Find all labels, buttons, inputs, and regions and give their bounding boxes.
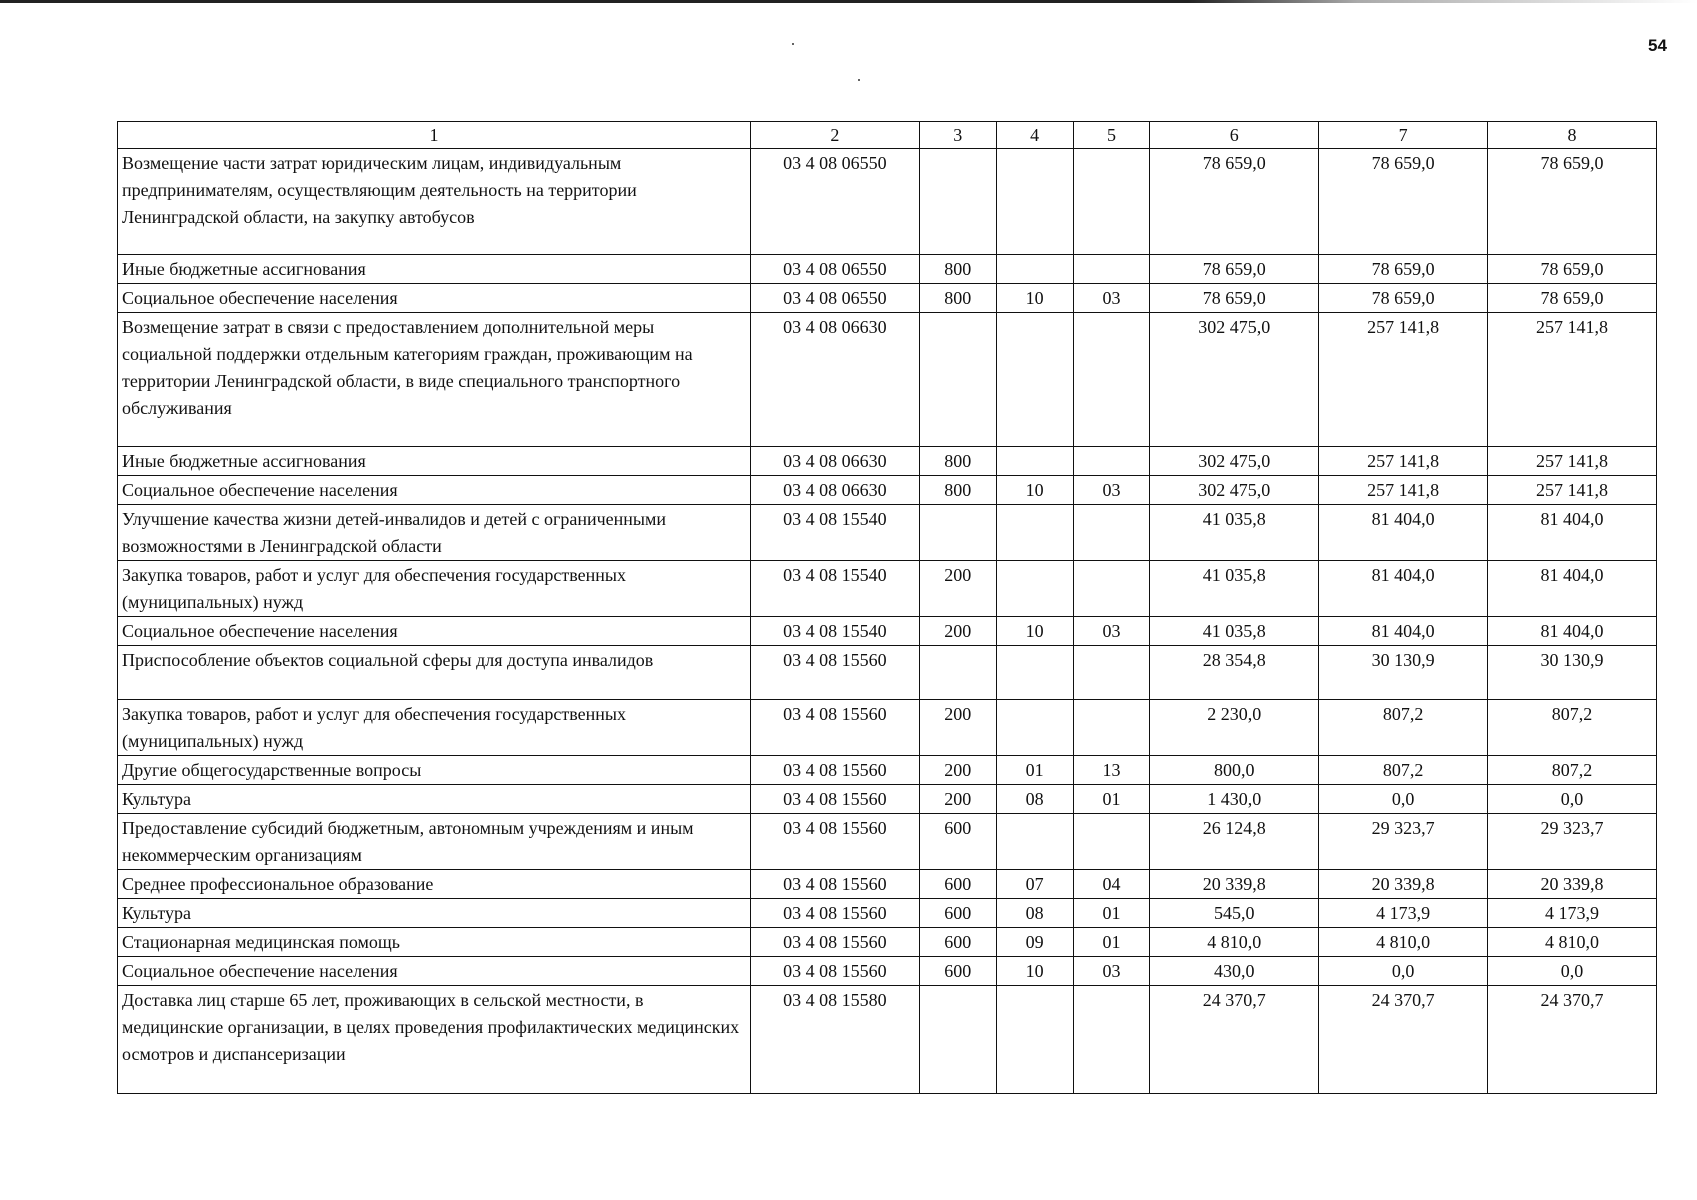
section-code-cell: 08 bbox=[996, 899, 1073, 928]
row-name-cell: Среднее профессиональное образование bbox=[118, 870, 751, 899]
amount-col-6-cell: 302 475,0 bbox=[1150, 476, 1319, 505]
amount-col-8-cell: 24 370,7 bbox=[1488, 986, 1657, 1094]
amount-col-7-cell: 807,2 bbox=[1319, 756, 1488, 785]
row-name-cell: Социальное обеспечение населения bbox=[118, 476, 751, 505]
amount-col-8-cell: 4 810,0 bbox=[1488, 928, 1657, 957]
expense-type-code-cell bbox=[919, 646, 996, 700]
table-row bbox=[118, 561, 1657, 617]
table-row bbox=[118, 785, 1657, 814]
amount-col-6-cell: 545,0 bbox=[1150, 899, 1319, 928]
table-row bbox=[118, 149, 1657, 255]
top-scan-rule bbox=[0, 0, 1697, 3]
amount-col-7-cell: 81 404,0 bbox=[1319, 505, 1488, 561]
table-row bbox=[118, 617, 1657, 646]
amount-col-7-cell: 78 659,0 bbox=[1319, 284, 1488, 313]
amount-col-8-cell: 78 659,0 bbox=[1488, 255, 1657, 284]
target-article-code-cell: 03 4 08 06550 bbox=[750, 149, 919, 255]
row-name-cell: Стационарная медицинская помощь bbox=[118, 928, 751, 957]
header-cell: 3 bbox=[919, 122, 996, 149]
amount-col-7-cell: 29 323,7 bbox=[1319, 814, 1488, 870]
section-code-cell: 10 bbox=[996, 617, 1073, 646]
section-code-cell: 09 bbox=[996, 928, 1073, 957]
amount-col-7-cell: 257 141,8 bbox=[1319, 313, 1488, 447]
target-article-code-cell: 03 4 08 15560 bbox=[750, 700, 919, 756]
table-row bbox=[118, 646, 1657, 700]
row-name-cell: Закупка товаров, работ и услуг для обеспечения государственных (муниципальных) нужд bbox=[118, 700, 751, 756]
amount-col-8-cell: 0,0 bbox=[1488, 957, 1657, 986]
row-name-cell: Доставка лиц старше 65 лет, проживающих в сельской местности, в медицинские организации, в целях проведения профилактических медицинских осмотров и диспансеризации bbox=[118, 986, 751, 1094]
amount-col-6-cell: 800,0 bbox=[1150, 756, 1319, 785]
amount-col-6-cell: 41 035,8 bbox=[1150, 561, 1319, 617]
amount-col-8-cell: 78 659,0 bbox=[1488, 284, 1657, 313]
expense-type-code-cell: 800 bbox=[919, 284, 996, 313]
subsection-code-cell: 03 bbox=[1073, 617, 1150, 646]
section-code-cell bbox=[996, 447, 1073, 476]
expense-type-code-cell: 200 bbox=[919, 561, 996, 617]
table-row bbox=[118, 957, 1657, 986]
amount-col-7-cell: 4 173,9 bbox=[1319, 899, 1488, 928]
scan-speck bbox=[858, 79, 860, 81]
header-cell: 5 bbox=[1073, 122, 1150, 149]
scan-speck bbox=[792, 43, 794, 45]
section-code-cell: 07 bbox=[996, 870, 1073, 899]
header-cell: 1 bbox=[118, 122, 751, 149]
amount-col-6-cell: 78 659,0 bbox=[1150, 255, 1319, 284]
expense-type-code-cell: 200 bbox=[919, 617, 996, 646]
expense-type-code-cell: 200 bbox=[919, 785, 996, 814]
amount-col-8-cell: 81 404,0 bbox=[1488, 561, 1657, 617]
amount-col-6-cell: 41 035,8 bbox=[1150, 617, 1319, 646]
expense-type-code-cell bbox=[919, 149, 996, 255]
amount-col-8-cell: 20 339,8 bbox=[1488, 870, 1657, 899]
page-number: 54 bbox=[1648, 36, 1667, 55]
expense-type-code-cell: 800 bbox=[919, 447, 996, 476]
amount-col-6-cell: 41 035,8 bbox=[1150, 505, 1319, 561]
amount-col-7-cell: 257 141,8 bbox=[1319, 476, 1488, 505]
amount-col-7-cell: 0,0 bbox=[1319, 957, 1488, 986]
row-name-cell: Культура bbox=[118, 899, 751, 928]
subsection-code-cell bbox=[1073, 255, 1150, 284]
target-article-code-cell: 03 4 08 15540 bbox=[750, 505, 919, 561]
expense-type-code-cell: 600 bbox=[919, 899, 996, 928]
section-code-cell: 10 bbox=[996, 476, 1073, 505]
amount-col-7-cell: 0,0 bbox=[1319, 785, 1488, 814]
subsection-code-cell: 03 bbox=[1073, 284, 1150, 313]
amount-col-8-cell: 807,2 bbox=[1488, 700, 1657, 756]
amount-col-6-cell: 302 475,0 bbox=[1150, 313, 1319, 447]
amount-col-7-cell: 4 810,0 bbox=[1319, 928, 1488, 957]
row-name-cell: Иные бюджетные ассигнования bbox=[118, 447, 751, 476]
row-name-cell: Возмещение части затрат юридическим лицам, индивидуальным предпринимателям, осуществляющим деятельность на территории Ленинградской области, на закупку автобусов bbox=[118, 149, 751, 255]
target-article-code-cell: 03 4 08 15560 bbox=[750, 928, 919, 957]
section-code-cell: 10 bbox=[996, 957, 1073, 986]
section-code-cell bbox=[996, 149, 1073, 255]
section-code-cell bbox=[996, 505, 1073, 561]
row-name-cell: Социальное обеспечение населения bbox=[118, 617, 751, 646]
row-name-cell: Социальное обеспечение населения bbox=[118, 284, 751, 313]
amount-col-7-cell: 807,2 bbox=[1319, 700, 1488, 756]
section-code-cell: 01 bbox=[996, 756, 1073, 785]
amount-col-8-cell: 30 130,9 bbox=[1488, 646, 1657, 700]
section-code-cell bbox=[996, 255, 1073, 284]
row-name-cell: Культура bbox=[118, 785, 751, 814]
subsection-code-cell: 01 bbox=[1073, 785, 1150, 814]
section-code-cell: 08 bbox=[996, 785, 1073, 814]
expense-type-code-cell bbox=[919, 313, 996, 447]
amount-col-6-cell: 1 430,0 bbox=[1150, 785, 1319, 814]
subsection-code-cell bbox=[1073, 149, 1150, 255]
target-article-code-cell: 03 4 08 15560 bbox=[750, 814, 919, 870]
amount-col-8-cell: 78 659,0 bbox=[1488, 149, 1657, 255]
amount-col-8-cell: 81 404,0 bbox=[1488, 505, 1657, 561]
header-row bbox=[118, 122, 1657, 149]
target-article-code-cell: 03 4 08 15560 bbox=[750, 785, 919, 814]
target-article-code-cell: 03 4 08 15560 bbox=[750, 870, 919, 899]
amount-col-6-cell: 302 475,0 bbox=[1150, 447, 1319, 476]
amount-col-6-cell: 78 659,0 bbox=[1150, 284, 1319, 313]
table-row bbox=[118, 986, 1657, 1094]
header-cell: 2 bbox=[750, 122, 919, 149]
target-article-code-cell: 03 4 08 06550 bbox=[750, 255, 919, 284]
amount-col-7-cell: 78 659,0 bbox=[1319, 149, 1488, 255]
expense-type-code-cell: 600 bbox=[919, 957, 996, 986]
table-row bbox=[118, 476, 1657, 505]
amount-col-7-cell: 257 141,8 bbox=[1319, 447, 1488, 476]
target-article-code-cell: 03 4 08 06630 bbox=[750, 313, 919, 447]
section-code-cell: 10 bbox=[996, 284, 1073, 313]
section-code-cell bbox=[996, 814, 1073, 870]
amount-col-6-cell: 4 810,0 bbox=[1150, 928, 1319, 957]
target-article-code-cell: 03 4 08 15540 bbox=[750, 617, 919, 646]
row-name-cell: Возмещение затрат в связи с предоставлением дополнительной меры социальной поддержки отдельным категориям граждан, проживающим на территории Ленинградской области, в виде специального транспортного обслуживания bbox=[118, 313, 751, 447]
target-article-code-cell: 03 4 08 15560 bbox=[750, 646, 919, 700]
amount-col-8-cell: 4 173,9 bbox=[1488, 899, 1657, 928]
table-row bbox=[118, 255, 1657, 284]
table-row bbox=[118, 928, 1657, 957]
target-article-code-cell: 03 4 08 06630 bbox=[750, 447, 919, 476]
amount-col-6-cell: 78 659,0 bbox=[1150, 149, 1319, 255]
amount-col-6-cell: 430,0 bbox=[1150, 957, 1319, 986]
table-row bbox=[118, 814, 1657, 870]
table-row bbox=[118, 899, 1657, 928]
target-article-code-cell: 03 4 08 15560 bbox=[750, 899, 919, 928]
budget-table bbox=[117, 121, 1657, 1094]
expense-type-code-cell bbox=[919, 986, 996, 1094]
amount-col-7-cell: 81 404,0 bbox=[1319, 617, 1488, 646]
table-row bbox=[118, 284, 1657, 313]
expense-type-code-cell: 600 bbox=[919, 928, 996, 957]
table-row bbox=[118, 447, 1657, 476]
amount-col-6-cell: 20 339,8 bbox=[1150, 870, 1319, 899]
target-article-code-cell: 03 4 08 15580 bbox=[750, 986, 919, 1094]
section-code-cell bbox=[996, 646, 1073, 700]
subsection-code-cell bbox=[1073, 447, 1150, 476]
table-row bbox=[118, 756, 1657, 785]
expense-type-code-cell: 200 bbox=[919, 756, 996, 785]
amount-col-8-cell: 257 141,8 bbox=[1488, 447, 1657, 476]
expense-type-code-cell: 600 bbox=[919, 870, 996, 899]
table-row bbox=[118, 700, 1657, 756]
amount-col-7-cell: 24 370,7 bbox=[1319, 986, 1488, 1094]
subsection-code-cell bbox=[1073, 646, 1150, 700]
subsection-code-cell bbox=[1073, 700, 1150, 756]
target-article-code-cell: 03 4 08 15560 bbox=[750, 957, 919, 986]
target-article-code-cell: 03 4 08 06550 bbox=[750, 284, 919, 313]
section-code-cell bbox=[996, 700, 1073, 756]
amount-col-8-cell: 0,0 bbox=[1488, 785, 1657, 814]
amount-col-6-cell: 2 230,0 bbox=[1150, 700, 1319, 756]
expense-type-code-cell: 800 bbox=[919, 255, 996, 284]
amount-col-6-cell: 28 354,8 bbox=[1150, 646, 1319, 700]
section-code-cell bbox=[996, 986, 1073, 1094]
expense-type-code-cell: 600 bbox=[919, 814, 996, 870]
table-row bbox=[118, 870, 1657, 899]
amount-col-6-cell: 26 124,8 bbox=[1150, 814, 1319, 870]
amount-col-8-cell: 81 404,0 bbox=[1488, 617, 1657, 646]
row-name-cell: Закупка товаров, работ и услуг для обеспечения государственных (муниципальных) нужд bbox=[118, 561, 751, 617]
amount-col-8-cell: 257 141,8 bbox=[1488, 313, 1657, 447]
subsection-code-cell bbox=[1073, 505, 1150, 561]
amount-col-7-cell: 30 130,9 bbox=[1319, 646, 1488, 700]
subsection-code-cell bbox=[1073, 814, 1150, 870]
subsection-code-cell bbox=[1073, 561, 1150, 617]
subsection-code-cell bbox=[1073, 313, 1150, 447]
amount-col-7-cell: 78 659,0 bbox=[1319, 255, 1488, 284]
row-name-cell: Улучшение качества жизни детей-инвалидов и детей с ограниченными возможностями в Ленинградской области bbox=[118, 505, 751, 561]
row-name-cell: Иные бюджетные ассигнования bbox=[118, 255, 751, 284]
subsection-code-cell: 04 bbox=[1073, 870, 1150, 899]
header-cell: 4 bbox=[996, 122, 1073, 149]
target-article-code-cell: 03 4 08 15560 bbox=[750, 756, 919, 785]
section-code-cell bbox=[996, 561, 1073, 617]
target-article-code-cell: 03 4 08 15540 bbox=[750, 561, 919, 617]
expense-type-code-cell bbox=[919, 505, 996, 561]
amount-col-6-cell: 24 370,7 bbox=[1150, 986, 1319, 1094]
header-cell: 6 bbox=[1150, 122, 1319, 149]
subsection-code-cell: 01 bbox=[1073, 899, 1150, 928]
section-code-cell bbox=[996, 313, 1073, 447]
amount-col-7-cell: 20 339,8 bbox=[1319, 870, 1488, 899]
table-row bbox=[118, 505, 1657, 561]
subsection-code-cell: 01 bbox=[1073, 928, 1150, 957]
header-cell: 8 bbox=[1488, 122, 1657, 149]
subsection-code-cell: 03 bbox=[1073, 957, 1150, 986]
row-name-cell: Предоставление субсидий бюджетным, автономным учреждениям и иным некоммерческим организациям bbox=[118, 814, 751, 870]
subsection-code-cell: 03 bbox=[1073, 476, 1150, 505]
amount-col-7-cell: 81 404,0 bbox=[1319, 561, 1488, 617]
row-name-cell: Социальное обеспечение населения bbox=[118, 957, 751, 986]
amount-col-8-cell: 29 323,7 bbox=[1488, 814, 1657, 870]
subsection-code-cell bbox=[1073, 986, 1150, 1094]
header-cell: 7 bbox=[1319, 122, 1488, 149]
target-article-code-cell: 03 4 08 06630 bbox=[750, 476, 919, 505]
subsection-code-cell: 13 bbox=[1073, 756, 1150, 785]
amount-col-8-cell: 257 141,8 bbox=[1488, 476, 1657, 505]
expense-type-code-cell: 800 bbox=[919, 476, 996, 505]
amount-col-8-cell: 807,2 bbox=[1488, 756, 1657, 785]
row-name-cell: Приспособление объектов социальной сферы для доступа инвалидов bbox=[118, 646, 751, 700]
row-name-cell: Другие общегосударственные вопросы bbox=[118, 756, 751, 785]
expense-type-code-cell: 200 bbox=[919, 700, 996, 756]
table-row bbox=[118, 313, 1657, 447]
